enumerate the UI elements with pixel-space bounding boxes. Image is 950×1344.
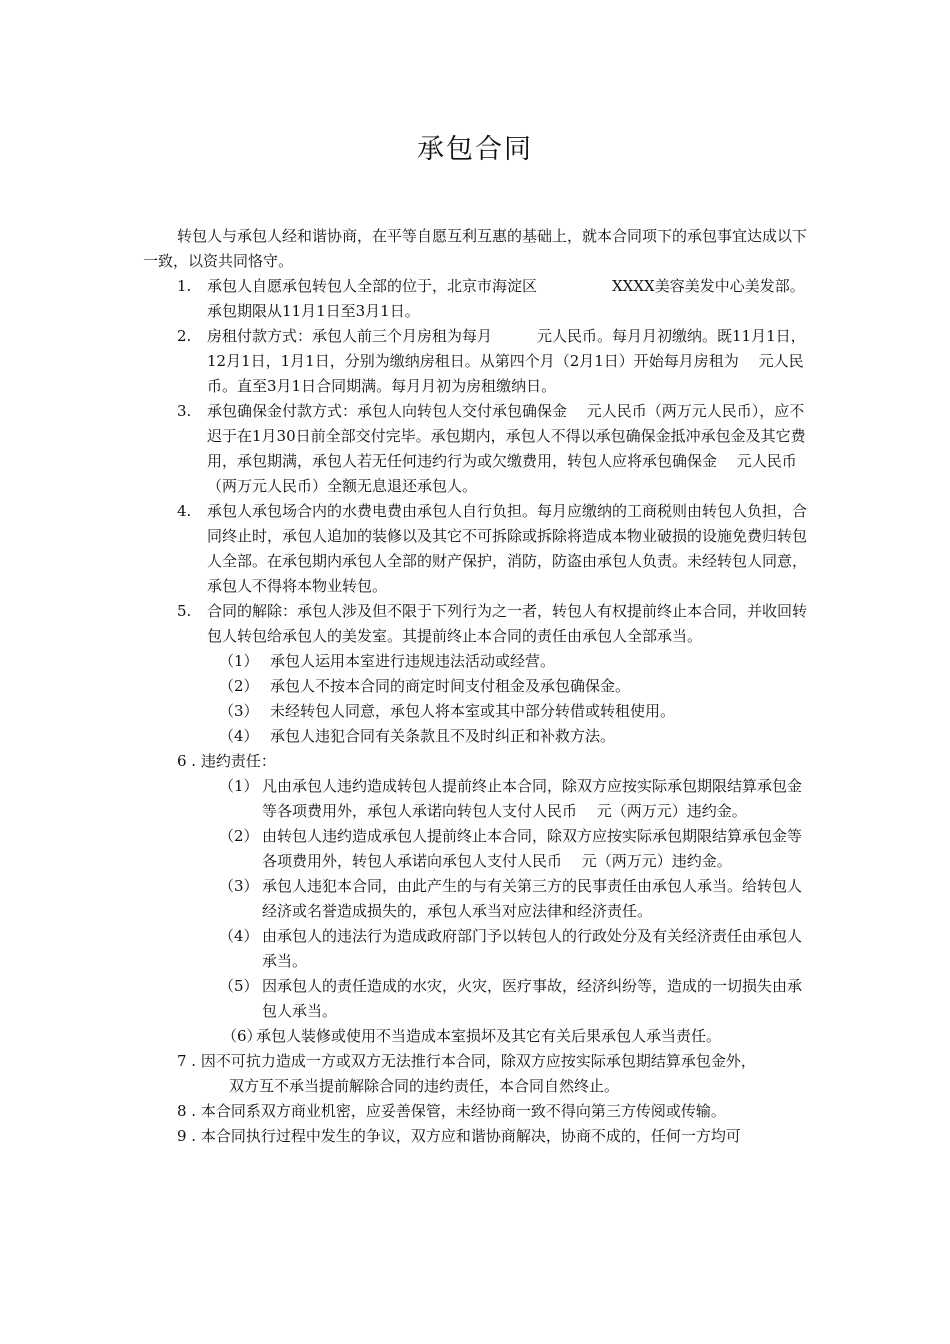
clause-text: 承包人自愿承包转包人全部的位于，北京市海淀区 XXXX美容美发中心美发部。承包期限从11月1日至3月1日。 [207, 277, 805, 320]
clause-number: 4. [177, 502, 192, 520]
sub-text: 凡由承包人违约造成转包人提前终止本合同，除双方应按实际承包期限结算承包金等各项费用外，承包人承诺向转包人支付人民币 元（两万元）违约金。 [262, 777, 803, 820]
sub-text: 承包人违犯本合同，由此产生的与有关第三方的民事责任由承包人承当。给转包人经济或名誉造成损失的，承包人承当对应法律和经济责任。 [262, 877, 803, 920]
sub-number: （2） [219, 677, 259, 695]
clause-7-continuation: 双方互不承当提前解除合同的违约责任，本合同自然终止。 [229, 1077, 620, 1095]
sub-number: （6） [222, 1027, 262, 1045]
clause-6-heading: 6 . 违约责任： [177, 752, 276, 770]
intro-paragraph: 转包人与承包人经和谐协商，在平等自愿互利互惠的基础上，就本合同项下的承包事宜达成以下一致，以资共同恪守。 [143, 227, 808, 270]
sub-text: 因承包人的责任造成的水灾，火灾，医疗事故，经济纠纷等，造成的一切损失由承包人承当。 [262, 977, 803, 1020]
clause-8: 8 . 本合同系双方商业机密，应妥善保管，未经协商一致不得向第三方传阅或传输。 [177, 1102, 726, 1120]
clause-text: 房租付款方式：承包人前三个月房租为每月 元人民币。每月月初缴纳。既11月1日，12月1日，1月1日，分别为缴纳房租日。从第四个月（2月1日）开始每月房租为 元人民币。直至3月1日合同期满。每月月初为房租缴纳日。 [207, 327, 806, 395]
sub-text: 由承包人的违法行为造成政府部门予以转包人的行政处分及有关经济责任由承包人承当。 [262, 927, 803, 970]
clause-3 [0, 399, 809, 499]
clause-7 [0, 1049, 817, 1099]
clause-number: 2. [177, 327, 192, 345]
clause-5-sub-3 [0, 699, 810, 724]
sub-number: （5） [219, 977, 259, 995]
clause-7-first-line: 7 . 因不可抗力造成一方或双方无法推行本合同，除双方应按实际承包期结算承包金外， [177, 1052, 756, 1070]
page-title: 承包合同 [417, 134, 533, 165]
sub-number: （4） [219, 927, 259, 945]
clause-text: 承包确保金付款方式：承包人向转包人交付承包确保金 元人民币（两万元人民币），应不迟于在1月30日前全部交付完毕。承包期内，承包人不得以承包确保金抵冲承包金及其它费用，承包期满，承包人若无任何违约行为或欠缴费用，转包人应将承包确保金 元人民币（两万元人民币）全额无息退还承包人。 [207, 402, 806, 495]
clause-1 [0, 274, 809, 324]
sub-number: （2） [219, 827, 259, 845]
sub-text: 承包人装修或使用不当造成本室损坏及其它有关后果承包人承当责任。 [256, 1027, 722, 1045]
contract-body [0, 224, 950, 1149]
sub-number: （4） [219, 727, 259, 745]
sub-number: （3） [219, 702, 259, 720]
sub-number: （1） [219, 777, 259, 795]
clause-6-sub-1 [0, 774, 810, 824]
clause-9: 9 . 本合同执行过程中发生的争议，双方应和谐协商解决，协商不成的，任何一方均可 [177, 1127, 741, 1145]
clause-4 [0, 499, 809, 599]
sub-text: 未经转包人同意，承包人将本室或其中部分转借或转租使用。 [270, 702, 676, 720]
clause-6-sub-4 [0, 924, 810, 974]
clause-5 [0, 599, 809, 649]
clause-number: 5. [177, 602, 192, 620]
clause-5-sub-4 [0, 724, 810, 749]
sub-number: （1） [219, 652, 259, 670]
sub-text: 承包人不按本合同的商定时间支付租金及承包确保金。 [270, 677, 631, 695]
clause-6-sub-3 [0, 874, 810, 924]
sub-number: （3） [219, 877, 259, 895]
clause-text: 合同的解除：承包人涉及但不限于下列行为之一者，转包人有权提前终止本合同，并收回转包人转包给承包人的美发室。其提前终止本合同的责任由承包人全部承当。 [207, 602, 808, 645]
clause-6-sub-2 [0, 824, 810, 874]
clause-text: 承包人承包场合内的水费电费由承包人自行负担。每月应缴纳的工商税则由转包人负担，合同终止时，承包人追加的装修以及其它不可拆除或拆除将造成本物业破损的设施免费归转包人全部。在承包期内承包人全部的财产保护，消防，防盗由承包人负责。未经转包人同意，承包人不得将本物业转包。 [207, 502, 808, 595]
clause-number: 3. [177, 402, 192, 420]
sub-text: 承包人运用本室进行违规违法活动或经营。 [270, 652, 556, 670]
sub-text: 由转包人违约造成承包人提前终止本合同，除双方应按实际承包期限结算承包金等各项费用外，转包人承诺向承包人支付人民币 元（两万元）违约金。 [262, 827, 803, 870]
sub-text: 承包人违犯合同有关条款且不及时纠正和补救方法。 [270, 727, 616, 745]
clause-6-sub-5 [0, 974, 810, 1024]
clause-6-sub-6 [0, 1024, 810, 1049]
clause-5-sub-2 [0, 674, 810, 699]
clause-5-sub-1 [0, 649, 810, 674]
clause-2 [0, 324, 809, 399]
clause-number: 1. [177, 277, 192, 295]
